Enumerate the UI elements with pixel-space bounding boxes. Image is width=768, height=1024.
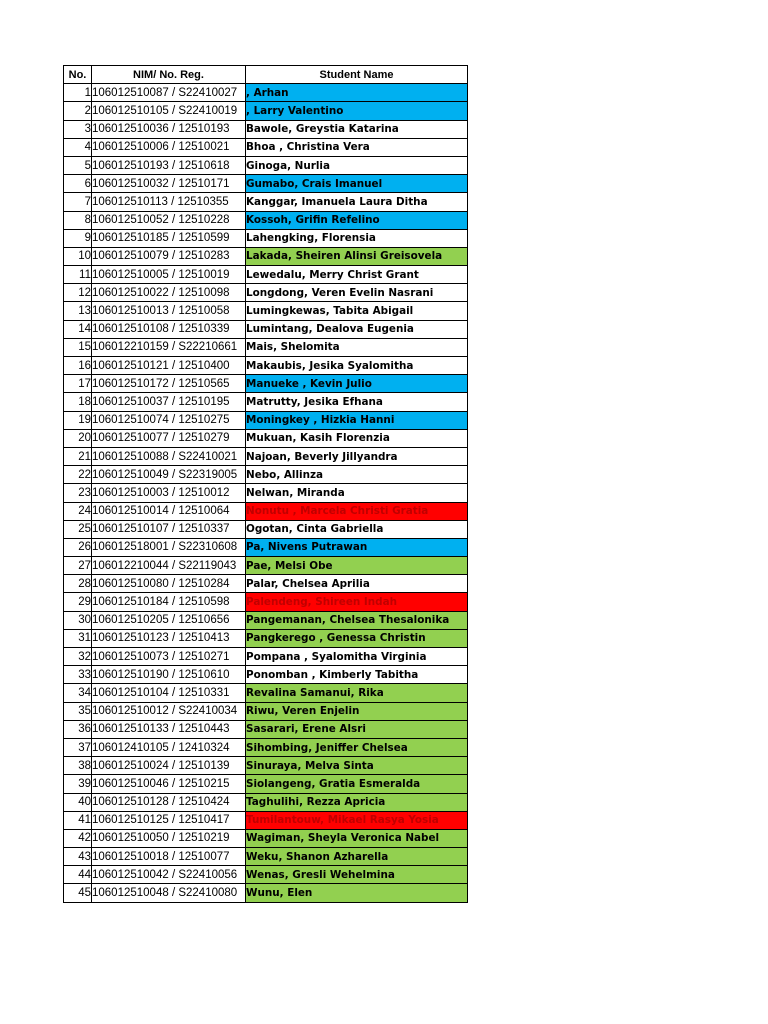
nim-reg-cell: 106012210044 / S22119043 — [92, 557, 246, 575]
student-name-cell: Matrutty, Jesika Efhana — [246, 393, 468, 411]
row-number-cell: 41 — [64, 811, 92, 829]
student-name-cell: Wenas, Gresli Wehelmina — [246, 866, 468, 884]
table-row — [64, 557, 468, 575]
row-number-cell: 40 — [64, 793, 92, 811]
nim-reg-cell: 106012510080 / 12510284 — [92, 575, 246, 593]
table-row — [64, 684, 468, 702]
student-name-cell: Nonutu , Marcela Christi Gratia — [246, 502, 468, 520]
table-row — [64, 175, 468, 193]
row-number-cell: 17 — [64, 375, 92, 393]
nim-reg-cell: 106012510073 / 12510271 — [92, 648, 246, 666]
nim-reg-cell: 106012510042 / S22410056 — [92, 866, 246, 884]
header-row — [64, 66, 468, 84]
row-number-cell: 4 — [64, 138, 92, 156]
nim-reg-cell: 106012510003 / 12510012 — [92, 484, 246, 502]
table-row — [64, 320, 468, 338]
nim-reg-cell: 106012510185 / 12510599 — [92, 229, 246, 247]
nim-reg-cell: 106012510012 / S22410034 — [92, 702, 246, 720]
table-row — [64, 411, 468, 429]
table-row — [64, 357, 468, 375]
table-row — [64, 302, 468, 320]
student-name-cell: Ginoga, Nurlia — [246, 156, 468, 174]
row-number-cell: 11 — [64, 266, 92, 284]
row-number-cell: 19 — [64, 411, 92, 429]
row-number-cell: 5 — [64, 156, 92, 174]
table-row — [64, 866, 468, 884]
nim-reg-cell: 106012510079 / 12510283 — [92, 247, 246, 265]
nim-reg-cell: 106012510032 / 12510171 — [92, 175, 246, 193]
row-number-cell: 42 — [64, 829, 92, 847]
student-name-cell: Sinuraya, Melva Sinta — [246, 757, 468, 775]
table-body — [64, 84, 468, 902]
row-number-cell: 8 — [64, 211, 92, 229]
student-name-cell: Pae, Melsi Obe — [246, 557, 468, 575]
row-number-cell: 1 — [64, 84, 92, 102]
nim-reg-cell: 106012510013 / 12510058 — [92, 302, 246, 320]
table-row — [64, 848, 468, 866]
nim-reg-cell: 106012510108 / 12510339 — [92, 320, 246, 338]
table-row — [64, 775, 468, 793]
nim-reg-cell: 106012510074 / 12510275 — [92, 411, 246, 429]
row-number-cell: 38 — [64, 757, 92, 775]
student-name-cell: Nelwan, Miranda — [246, 484, 468, 502]
nim-reg-cell: 106012510107 / 12510337 — [92, 520, 246, 538]
student-name-cell: Weku, Shanon Azharella — [246, 848, 468, 866]
table-row — [64, 120, 468, 138]
table-row — [64, 611, 468, 629]
nim-reg-cell: 106012510193 / 12510618 — [92, 156, 246, 174]
student-name-cell: Taghulihi, Rezza Apricia — [246, 793, 468, 811]
student-name-cell: Revalina Samanui, Rika — [246, 684, 468, 702]
student-name-cell: Wunu, Elen — [246, 884, 468, 902]
nim-reg-cell: 106012510128 / 12510424 — [92, 793, 246, 811]
nim-reg-cell: 106012510190 / 12510610 — [92, 666, 246, 684]
row-number-cell: 44 — [64, 866, 92, 884]
table-row — [64, 429, 468, 447]
nim-reg-cell: 106012210159 / S22210661 — [92, 338, 246, 356]
row-number-cell: 29 — [64, 593, 92, 611]
nim-reg-cell: 106012510133 / 12510443 — [92, 720, 246, 738]
nim-reg-cell: 106012510077 / 12510279 — [92, 429, 246, 447]
nim-reg-cell: 106012510172 / 12510565 — [92, 375, 246, 393]
table-row — [64, 211, 468, 229]
header-student-name: Student Name — [246, 66, 468, 84]
nim-reg-cell: 106012518001 / S22310608 — [92, 538, 246, 556]
row-number-cell: 13 — [64, 302, 92, 320]
row-number-cell: 27 — [64, 557, 92, 575]
row-number-cell: 45 — [64, 884, 92, 902]
student-name-cell: Sasarari, Erene Alsri — [246, 720, 468, 738]
nim-reg-cell: 106012510205 / 12510656 — [92, 611, 246, 629]
row-number-cell: 15 — [64, 338, 92, 356]
table-row — [64, 811, 468, 829]
table-row — [64, 538, 468, 556]
row-number-cell: 10 — [64, 247, 92, 265]
student-name-cell: Palendeng, Shireen Indah — [246, 593, 468, 611]
student-name-cell: Kossoh, Grifin Refelino — [246, 211, 468, 229]
row-number-cell: 3 — [64, 120, 92, 138]
row-number-cell: 26 — [64, 538, 92, 556]
table-row — [64, 793, 468, 811]
nim-reg-cell: 106012510052 / 12510228 — [92, 211, 246, 229]
row-number-cell: 36 — [64, 720, 92, 738]
row-number-cell: 9 — [64, 229, 92, 247]
table-row — [64, 266, 468, 284]
nim-reg-cell: 106012510024 / 12510139 — [92, 757, 246, 775]
student-name-cell: Mukuan, Kasih Florenzia — [246, 429, 468, 447]
row-number-cell: 37 — [64, 738, 92, 756]
student-name-cell: Lumingkewas, Tabita Abigail — [246, 302, 468, 320]
student-name-cell: Makaubis, Jesika Syalomitha — [246, 357, 468, 375]
table-row — [64, 102, 468, 120]
student-name-cell: Longdong, Veren Evelin Nasrani — [246, 284, 468, 302]
table-row — [64, 738, 468, 756]
row-number-cell: 30 — [64, 611, 92, 629]
student-name-cell: Kanggar, Imanuela Laura Ditha — [246, 193, 468, 211]
table-row — [64, 702, 468, 720]
nim-reg-cell: 106012510087 / S22410027 — [92, 84, 246, 102]
table-row — [64, 484, 468, 502]
table-row — [64, 629, 468, 647]
student-name-cell: Tumilantouw, Mikael Rasya Yosia — [246, 811, 468, 829]
nim-reg-cell: 106012510037 / 12510195 — [92, 393, 246, 411]
row-number-cell: 2 — [64, 102, 92, 120]
student-name-cell: Pompana , Syalomitha Virginia — [246, 648, 468, 666]
table-row — [64, 338, 468, 356]
student-name-cell: Manueke , Kevin Julio — [246, 375, 468, 393]
student-name-cell: Moningkey , Hizkia Hanni — [246, 411, 468, 429]
table-row — [64, 648, 468, 666]
table-row — [64, 502, 468, 520]
nim-reg-cell: 106012510006 / 12510021 — [92, 138, 246, 156]
row-number-cell: 18 — [64, 393, 92, 411]
nim-reg-cell: 106012510014 / 12510064 — [92, 502, 246, 520]
row-number-cell: 39 — [64, 775, 92, 793]
student-name-cell: Mais, Shelomita — [246, 338, 468, 356]
table-row — [64, 229, 468, 247]
table-row — [64, 138, 468, 156]
student-name-cell: Siolangeng, Gratia Esmeralda — [246, 775, 468, 793]
table-row — [64, 829, 468, 847]
nim-reg-cell: 106012510105 / S22410019 — [92, 102, 246, 120]
nim-reg-cell: 106012510049 / S22319005 — [92, 466, 246, 484]
row-number-cell: 14 — [64, 320, 92, 338]
row-number-cell: 6 — [64, 175, 92, 193]
row-number-cell: 31 — [64, 629, 92, 647]
row-number-cell: 32 — [64, 648, 92, 666]
student-name-cell: Lewedalu, Merry Christ Grant — [246, 266, 468, 284]
student-name-cell: Pangemanan, Chelsea Thesalonika — [246, 611, 468, 629]
table-row — [64, 575, 468, 593]
student-name-cell: Lumintang, Dealova Eugenia — [246, 320, 468, 338]
row-number-cell: 25 — [64, 520, 92, 538]
student-name-cell: Wagiman, Sheyla Veronica Nabel — [246, 829, 468, 847]
nim-reg-cell: 106012510113 / 12510355 — [92, 193, 246, 211]
table-row — [64, 884, 468, 902]
nim-reg-cell: 106012510184 / 12510598 — [92, 593, 246, 611]
row-number-cell: 33 — [64, 666, 92, 684]
nim-reg-cell: 106012510088 / S22410021 — [92, 447, 246, 465]
student-name-cell: Pa, Nivens Putrawan — [246, 538, 468, 556]
table-row — [64, 520, 468, 538]
table-row — [64, 156, 468, 174]
nim-reg-cell: 106012510050 / 12510219 — [92, 829, 246, 847]
row-number-cell: 34 — [64, 684, 92, 702]
student-name-cell: Lahengking, Florensia — [246, 229, 468, 247]
nim-reg-cell: 106012510125 / 12510417 — [92, 811, 246, 829]
row-number-cell: 28 — [64, 575, 92, 593]
row-number-cell: 7 — [64, 193, 92, 211]
student-name-cell: , Arhan — [246, 84, 468, 102]
row-number-cell: 20 — [64, 429, 92, 447]
student-name-cell: Nebo, Allinza — [246, 466, 468, 484]
table-row — [64, 284, 468, 302]
nim-reg-cell: 106012510005 / 12510019 — [92, 266, 246, 284]
student-name-cell: Najoan, Beverly Jillyandra — [246, 447, 468, 465]
table-row — [64, 593, 468, 611]
student-name-cell: Bawole, Greystia Katarina — [246, 120, 468, 138]
student-name-cell: Ponomban , Kimberly Tabitha — [246, 666, 468, 684]
row-number-cell: 22 — [64, 466, 92, 484]
student-name-cell: Pangkerego , Genessa Christin — [246, 629, 468, 647]
row-number-cell: 35 — [64, 702, 92, 720]
table-row — [64, 84, 468, 102]
row-number-cell: 43 — [64, 848, 92, 866]
table-row — [64, 757, 468, 775]
student-name-cell: Palar, Chelsea Aprilia — [246, 575, 468, 593]
table-row — [64, 466, 468, 484]
student-name-cell: Riwu, Veren Enjelin — [246, 702, 468, 720]
table-row — [64, 720, 468, 738]
nim-reg-cell: 106012510018 / 12510077 — [92, 848, 246, 866]
nim-reg-cell: 106012510123 / 12510413 — [92, 629, 246, 647]
header-nim-reg: NIM/ No. Reg. — [92, 66, 246, 84]
table-row — [64, 447, 468, 465]
row-number-cell: 12 — [64, 284, 92, 302]
table-row — [64, 393, 468, 411]
row-number-cell: 16 — [64, 357, 92, 375]
row-number-cell: 21 — [64, 447, 92, 465]
nim-reg-cell: 106012510046 / 12510215 — [92, 775, 246, 793]
student-name-cell: Ogotan, Cinta Gabriella — [246, 520, 468, 538]
student-name-cell: Bhoa , Christina Vera — [246, 138, 468, 156]
table-row — [64, 193, 468, 211]
student-table — [63, 65, 468, 903]
nim-reg-cell: 106012510104 / 12510331 — [92, 684, 246, 702]
nim-reg-cell: 106012510022 / 12510098 — [92, 284, 246, 302]
student-name-cell: Lakada, Sheiren Alinsi Greisovela — [246, 247, 468, 265]
header-no: No. — [64, 66, 92, 84]
row-number-cell: 24 — [64, 502, 92, 520]
nim-reg-cell: 106012410105 / 12410324 — [92, 738, 246, 756]
student-name-cell: Sihombing, Jeniffer Chelsea — [246, 738, 468, 756]
table-row — [64, 247, 468, 265]
nim-reg-cell: 106012510036 / 12510193 — [92, 120, 246, 138]
nim-reg-cell: 106012510048 / S22410080 — [92, 884, 246, 902]
table-row — [64, 666, 468, 684]
student-name-cell: , Larry Valentino — [246, 102, 468, 120]
student-name-cell: Gumabo, Crais Imanuel — [246, 175, 468, 193]
row-number-cell: 23 — [64, 484, 92, 502]
nim-reg-cell: 106012510121 / 12510400 — [92, 357, 246, 375]
table-row — [64, 375, 468, 393]
